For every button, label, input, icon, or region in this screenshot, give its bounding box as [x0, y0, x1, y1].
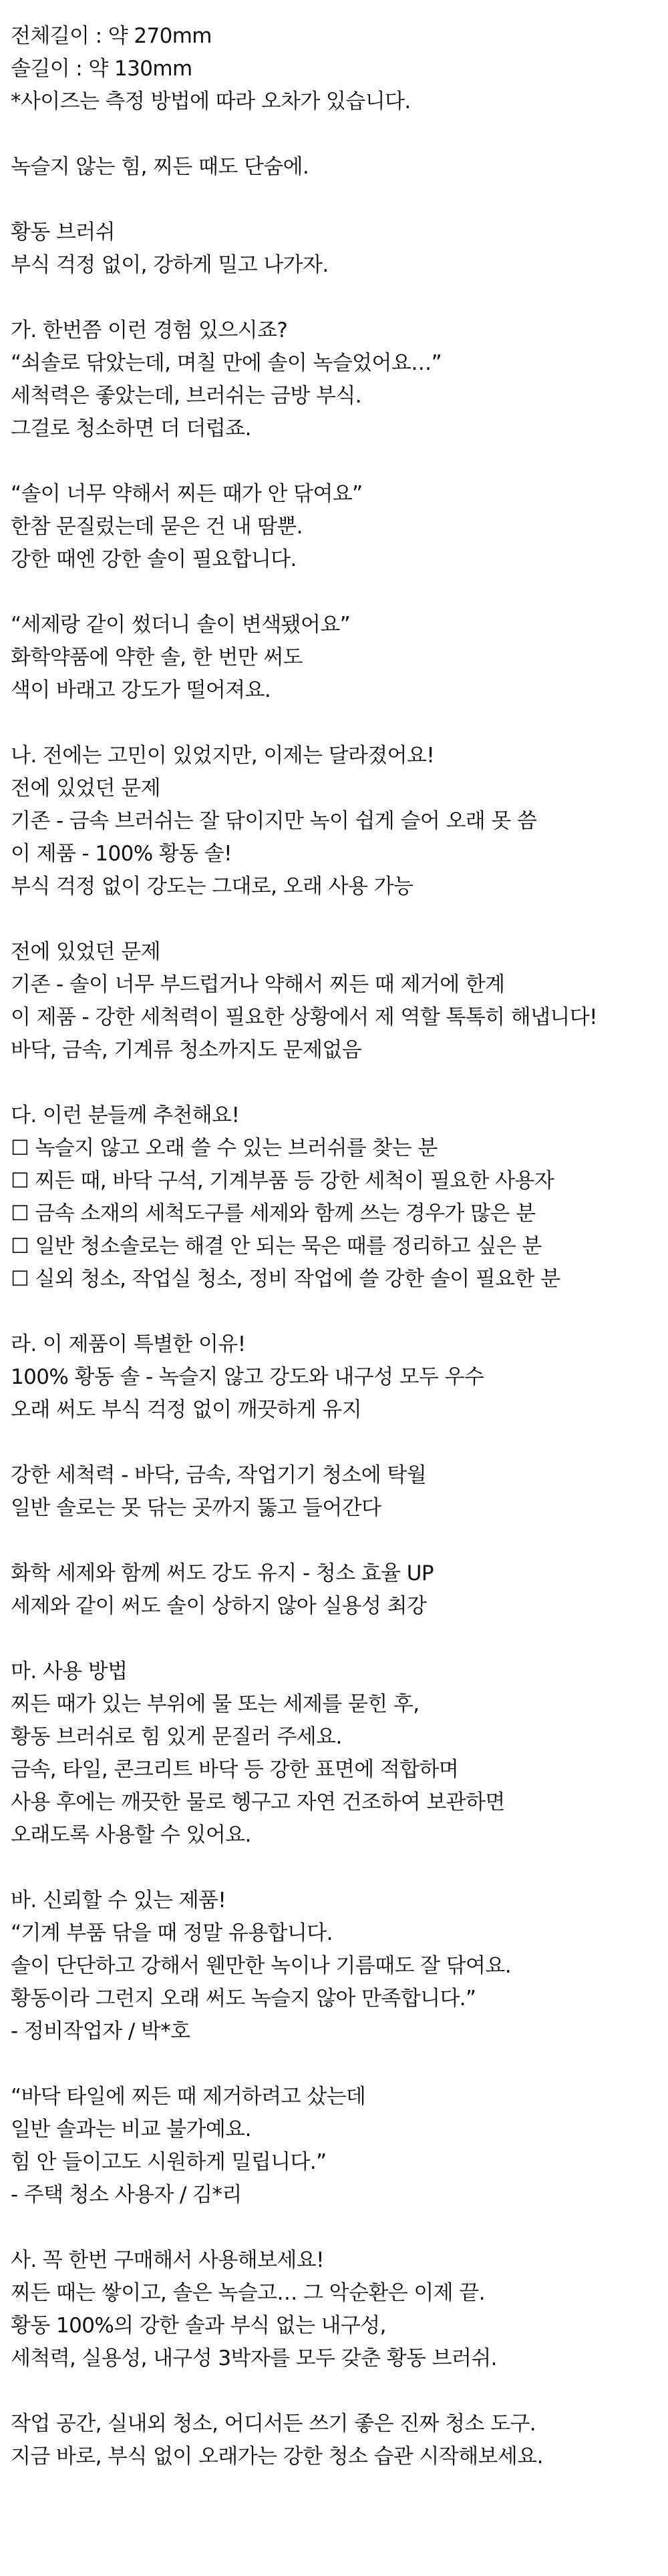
text-line: “솔이 너무 약해서 찌든 때가 안 닦여요”	[11, 482, 363, 506]
text-line: 오래 써도 부식 걱정 없이 깨끗하게 유지	[11, 1398, 362, 1422]
paragraph-gap	[11, 903, 657, 936]
paragraph	[11, 1655, 657, 1852]
text-line: 솔길이 : 약 130mm	[11, 57, 192, 81]
text-line: ☐ 금속 소재의 세척도구를 세제와 함께 쓰는 경우가 많은 분	[11, 1202, 536, 1226]
text-line: 강한 때엔 강한 솔이 필요합니다.	[11, 547, 297, 571]
text-line: 사용 후에는 깨끗한 물로 헹구고 자연 건조하여 보관하면	[11, 1790, 505, 1814]
text-line: 세척력은 좋았는데, 브러쉬는 금방 부식.	[11, 384, 362, 408]
text-line: - 정비작업자 / 박*호	[11, 2019, 190, 2043]
paragraph	[11, 20, 657, 118]
paragraph	[11, 1328, 657, 1427]
text-line: 바. 신뢰할 수 있는 제품!	[11, 1888, 226, 1912]
paragraph-gap	[11, 1525, 657, 1557]
text-line: 화학약품에 약한 솔, 한 번만 써도	[11, 646, 303, 670]
paragraph-gap	[11, 445, 657, 478]
paragraph	[11, 936, 657, 1067]
text-line: 기존 - 솔이 너무 부드럽거나 약해서 찌든 때 제거에 한계	[11, 973, 505, 997]
text-line: 그걸로 청소하면 더 더럽죠.	[11, 417, 251, 441]
text-line: 색이 바래고 강도가 떨어져요.	[11, 678, 271, 702]
text-line: 가. 한번쯤 이런 경험 있으시죠?	[11, 318, 288, 342]
paragraph-gap	[11, 1852, 657, 1884]
paragraph-gap	[11, 1427, 657, 1459]
text-line: 오래도록 사용할 수 있어요.	[11, 1823, 251, 1847]
text-line: 마. 사용 방법	[11, 1659, 128, 1684]
paragraph	[11, 2081, 657, 2212]
text-line: “쇠솔로 닦았는데, 며칠 만에 솔이 녹슬었어요…”	[11, 351, 442, 375]
text-line: “세제랑 같이 썼더니 솔이 변색됐어요”	[11, 613, 351, 637]
text-line: ☐ 녹슬지 않고 오래 쓸 수 있는 브러쉬를 찾는 분	[11, 1136, 438, 1160]
paragraph	[11, 1459, 657, 1525]
text-line: 금속, 타일, 콘크리트 바닥 등 강한 표면에 적합하며	[11, 1758, 459, 1782]
text-line: - 주택 청소 사용자 / 김*리	[11, 2183, 242, 2207]
text-line: 일반 솔로는 못 닦는 곳까지 뚫고 들어간다	[11, 1496, 381, 1520]
text-line: 한참 문질렀는데 묻은 건 내 땀뿐.	[11, 515, 303, 539]
text-line: 사. 꼭 한번 구매해서 사용해보세요!	[11, 2248, 324, 2272]
paragraph-gap	[11, 2212, 657, 2244]
product-description	[11, 20, 657, 2473]
text-line: 찌든 때가 있는 부위에 물 또는 세제를 묻힌 후,	[11, 1692, 420, 1716]
text-line: 100% 황동 솔 - 녹슬지 않고 강도와 내구성 모두 우수	[11, 1365, 484, 1389]
paragraph-gap	[11, 2375, 657, 2408]
text-line: ☐ 찌든 때, 바닥 구석, 기계부품 등 강한 세척이 필요한 사용자	[11, 1169, 554, 1193]
paragraph-gap	[11, 1067, 657, 1099]
text-line: 이 제품 - 100% 황동 솔!	[11, 842, 232, 866]
text-line: 지금 바로, 부식 없이 오래가는 강한 청소 습관 시작해보세요.	[11, 2444, 543, 2469]
paragraph	[11, 609, 657, 707]
text-line: 전에 있었던 문제	[11, 776, 160, 800]
paragraph-gap	[11, 707, 657, 740]
text-line: ☐ 일반 청소솔로는 해결 안 되는 묵은 때를 정리하고 싶은 분	[11, 1234, 542, 1258]
text-line: 힘 안 들이고도 시원하게 밀립니다.”	[11, 2150, 327, 2174]
paragraph-gap	[11, 184, 657, 216]
text-line: 황동 브러쉬	[11, 220, 115, 244]
paragraph-gap	[11, 1623, 657, 1655]
text-line: 세제와 같이 써도 솔이 상하지 않아 실용성 최강	[11, 1594, 427, 1618]
paragraph-gap	[11, 2048, 657, 2081]
text-line: ☐ 실외 청소, 작업실 청소, 정비 작업에 쓸 강한 솔이 필요한 분	[11, 1267, 560, 1291]
paragraph-gap	[11, 1296, 657, 1328]
text-line: 녹슬지 않는 힘, 찌든 때도 단숨에.	[11, 155, 309, 179]
text-line: 찌든 때는 쌓이고, 솔은 녹슬고… 그 악순환은 이제 끝.	[11, 2281, 485, 2305]
paragraph	[11, 740, 657, 903]
paragraph	[11, 216, 657, 282]
text-line: 전체길이 : 약 270mm	[11, 24, 212, 48]
paragraph	[11, 1099, 657, 1296]
paragraph-gap	[11, 118, 657, 151]
paragraph	[11, 151, 657, 184]
text-line: 부식 걱정 없이, 강하게 밀고 나가자.	[11, 253, 329, 277]
text-line: “기계 부품 닦을 때 정말 유용합니다.	[11, 1921, 333, 1945]
paragraph	[11, 314, 657, 445]
paragraph-gap	[11, 576, 657, 609]
text-line: “바닥 타일에 찌든 때 제거하려고 샀는데	[11, 2085, 366, 2109]
paragraph	[11, 478, 657, 576]
text-line: 화학 세제와 함께 써도 강도 유지 - 청소 효율 UP	[11, 1561, 434, 1585]
text-line: 황동 브러쉬로 힘 있게 문질러 주세요.	[11, 1725, 342, 1749]
text-line: 전에 있었던 문제	[11, 940, 160, 964]
text-line: 기존 - 금속 브러쉬는 잘 닦이지만 녹이 쉽게 슬어 오래 못 씀	[11, 809, 537, 833]
text-line: 황동 100%의 강한 솔과 부식 없는 내구성,	[11, 2314, 386, 2338]
paragraph	[11, 1884, 657, 2048]
text-line: 일반 솔과는 비교 불가예요.	[11, 2117, 251, 2141]
text-line: 강한 세척력 - 바닥, 금속, 작업기기 청소에 탁월	[11, 1463, 427, 1487]
paragraph	[11, 2244, 657, 2375]
paragraph	[11, 1557, 657, 1623]
paragraph-gap	[11, 282, 657, 314]
text-line: 이 제품 - 강한 세척력이 필요한 상황에서 제 역할 톡톡히 해냅니다!	[11, 1005, 597, 1029]
text-line: 라. 이 제품이 특별한 이유!	[11, 1332, 246, 1356]
text-line: 세척력, 실용성, 내구성 3박자를 모두 갖춘 황동 브러쉬.	[11, 2346, 497, 2370]
text-line: 솔이 단단하고 강해서 웬만한 녹이나 기름때도 잘 닦여요.	[11, 1954, 511, 1978]
paragraph	[11, 2408, 657, 2473]
text-line: 작업 공간, 실내외 청소, 어디서든 쓰기 좋은 진짜 청소 도구.	[11, 2412, 536, 2436]
text-line: 바닥, 금속, 기계류 청소까지도 문제없음	[11, 1038, 362, 1062]
text-line: 다. 이런 분들께 추천해요!	[11, 1103, 240, 1127]
text-line: 황동이라 그런지 오래 써도 녹슬지 않아 만족합니다.”	[11, 1987, 476, 2011]
text-line: 부식 걱정 없이 강도는 그대로, 오래 사용 가능	[11, 874, 413, 898]
text-line: *사이즈는 측정 방법에 따라 오차가 있습니다.	[11, 89, 411, 113]
text-line: 나. 전에는 고민이 있었지만, 이제는 달라졌어요!	[11, 744, 435, 768]
